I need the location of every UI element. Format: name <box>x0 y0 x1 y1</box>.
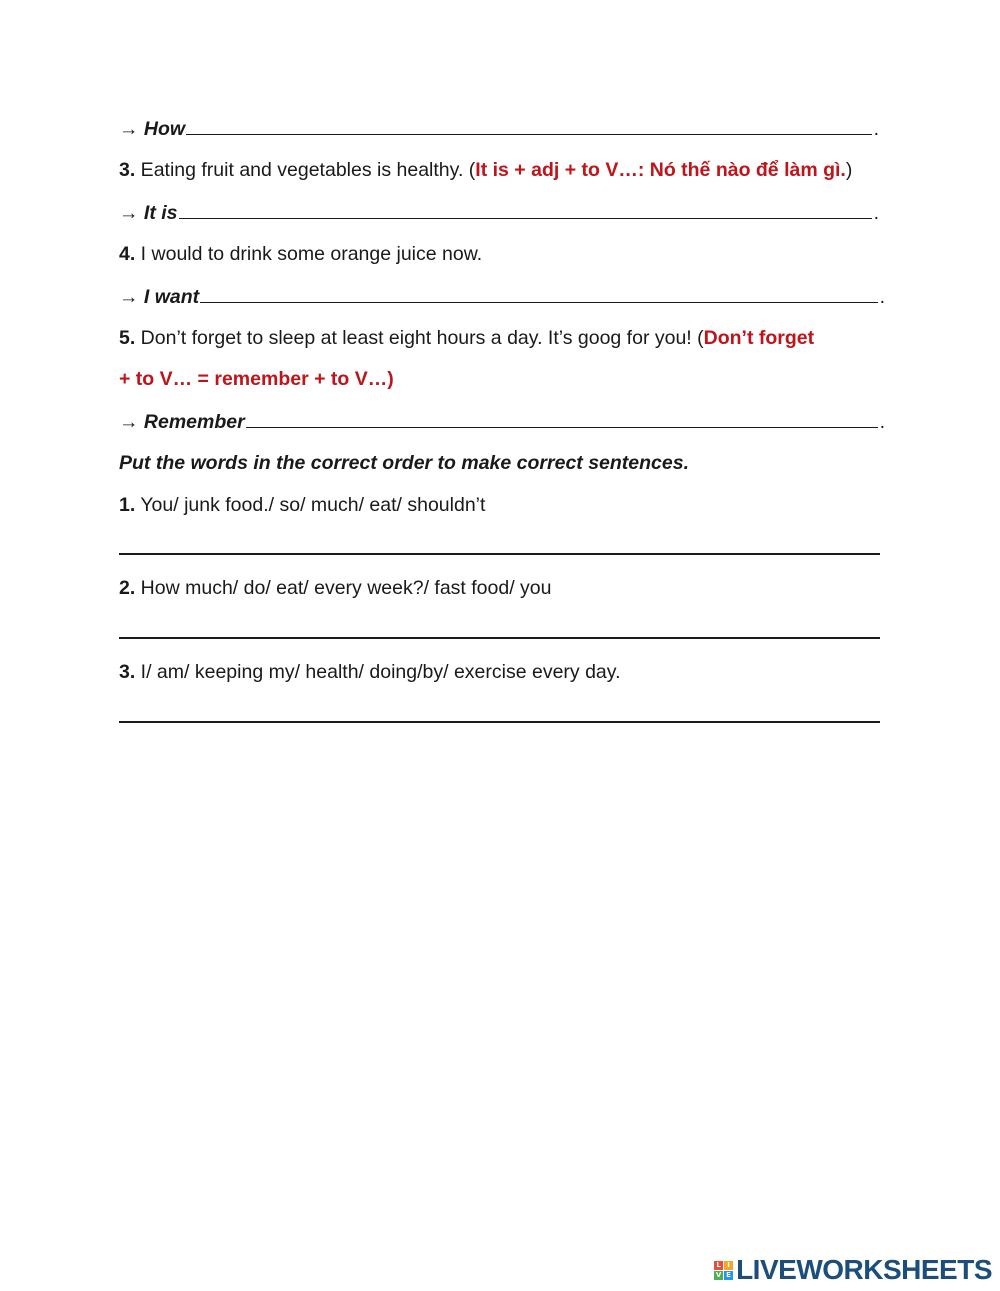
answer-line-remember <box>119 408 885 435</box>
question-number: 3. <box>119 159 136 181</box>
question-text: I would to drink some orange juice now. <box>135 243 483 265</box>
answer-blank-remember[interactable] <box>246 408 878 428</box>
question-5 <box>119 325 814 351</box>
answer-lead: → Remember <box>119 411 245 433</box>
answer-blank-how[interactable] <box>186 115 871 135</box>
grammar-hint-continued: + to V… = remember + to V…) <box>119 368 394 390</box>
question-text: Eating fruit and vegetables is healthy. ( <box>135 159 476 181</box>
question-3 <box>119 157 852 183</box>
answer-lead: → How <box>119 118 186 140</box>
question-number: 5. <box>119 327 136 349</box>
logo-mark-letter: I <box>724 1261 733 1270</box>
question-5-hint-continued <box>119 366 394 392</box>
reorder-item-1 <box>119 492 485 518</box>
answer-blank-reorder-2[interactable] <box>119 637 880 639</box>
item-text: How much/ do/ eat/ every week?/ fast food/ you <box>135 577 552 599</box>
answer-blank-it-is[interactable] <box>179 199 872 219</box>
answer-lead: → I want <box>119 286 200 308</box>
answer-line-i-want <box>119 283 885 310</box>
grammar-hint: It is + adj + to V…: Nó thế nào để làm gì. <box>475 159 846 181</box>
answer-lead: → It is <box>119 202 178 224</box>
answer-end: . <box>873 202 879 224</box>
answer-line-how <box>119 115 879 142</box>
question-4 <box>119 241 482 267</box>
grammar-hint: Don’t forget <box>703 327 815 349</box>
question-close: ) <box>845 159 853 181</box>
answer-end: . <box>873 118 879 140</box>
logo-mark-icon <box>714 1261 733 1280</box>
answer-end: . <box>879 411 885 433</box>
question-number: 4. <box>119 243 136 265</box>
item-number: 1. <box>119 494 136 516</box>
logo-mark-letter: E <box>724 1271 733 1280</box>
logo-text: LIVEWORKSHEETS <box>736 1254 992 1285</box>
logo-mark-letter: V <box>715 1270 722 1279</box>
answer-blank-i-want[interactable] <box>200 283 877 303</box>
answer-end: . <box>879 286 885 308</box>
logo-mark-letter: L <box>714 1261 723 1270</box>
reorder-item-2 <box>119 575 551 601</box>
reorder-item-3 <box>119 659 620 685</box>
liveworksheets-logo <box>714 1255 992 1285</box>
exercise-instruction: Put the words in the correct order to make correct sentences. <box>119 452 690 474</box>
question-text: Don’t forget to sleep at least eight hours a day. It’s goog for you! ( <box>135 327 704 349</box>
answer-blank-reorder-3[interactable] <box>119 721 880 723</box>
item-number: 3. <box>119 661 136 683</box>
answer-blank-reorder-1[interactable] <box>119 553 880 555</box>
answer-line-it-is <box>119 199 879 226</box>
item-number: 2. <box>119 577 136 599</box>
item-text: I/ am/ keeping my/ health/ doing/by/ exercise every day. <box>135 661 621 683</box>
item-text: You/ junk food./ so/ much/ eat/ shouldn’t <box>135 494 486 516</box>
